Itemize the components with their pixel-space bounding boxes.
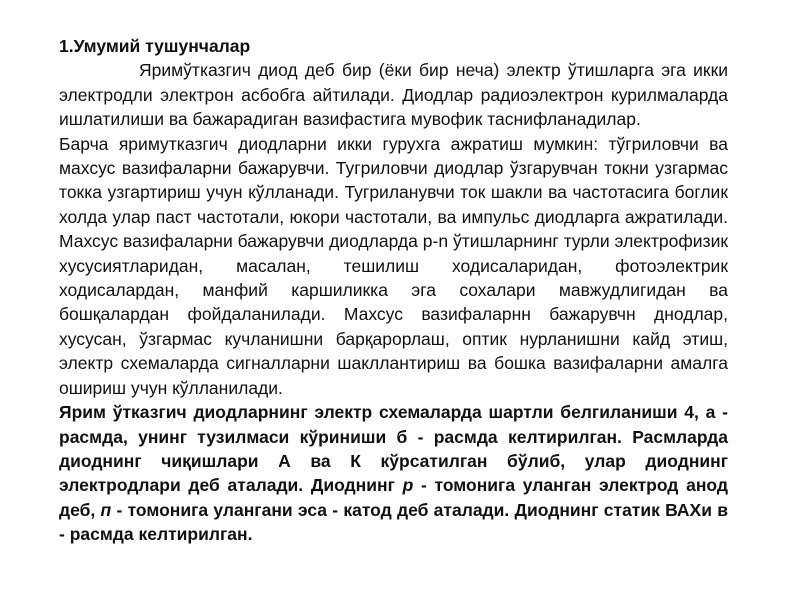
paragraph-symbol-text-3: - томонига улангани эса - катод деб аталади. Диоднинг статик ВАХи в - расмда келтирилган. [59,499,728,545]
paragraph-symbol-description [59,400,728,546]
p-side-letter: р [402,475,414,496]
n-side-letter: п [100,499,112,520]
paragraph-symbol-text-2: - томонига уланган электрод анод деб, [59,475,728,520]
section-heading: 1.Умумий тушунчалар [59,36,251,56]
paragraph-definition: Яримўтказгич диод деб бир (ёки бир неча) электр ўтишларга эга икки электродли электрон асбобга айтилади. Диодлар радиоэлектрон курилмаларда ишлатилиши ва бажарадиган вазифастига мувофик таснифланадилар. [59,60,728,130]
paragraph-symbol-text-1: Ярим ўтказгич диодларнинг электр схемаларда шартли белгиланиши 4, а - расмда, унинг тузилмаси кўриниши б - расмда келтирилган. Расмларда диоднинг чиқишлари А ва К кўрсатилган бўлиб, улар диоднинг электродлари деб аталади. Диоднинг [59,402,728,496]
paragraph-classification: Барча яримутказгич диодларни икки гурухга ажратиш мумкин: тўгриловчи ва махсус вазифаларни бажарувчи. Тугриловчи диодлар ўзгарувчан токни узгармас токка узгартириш учун кўлланади. Тугриланувчи ток шакли ва частотасига боглик холда улар паст частотали, юкори частотали, ва импульс диодларга ажратилади. Махсус вазифаларни бажарувчи диодларда p-n ўтишларнинг турли электрофизик хусусиятларидан, масалан, тешилиш ходисаларидан, фотоэлектрик ходисалардан, манфий каршиликка эга сохалари мавжудлигидан ва бошқалардан фойдаланилади. Махсус вазифаларнн бажарувчн днодлар, хусусан, ўзгармас кучланишни барқарорлаш, оптик нурланишни кайд этиш, электр схемаларда сигналларни шакллантириш ва бошка вазифаларни амалга ошириш учун кўлланилади. [59,133,728,398]
